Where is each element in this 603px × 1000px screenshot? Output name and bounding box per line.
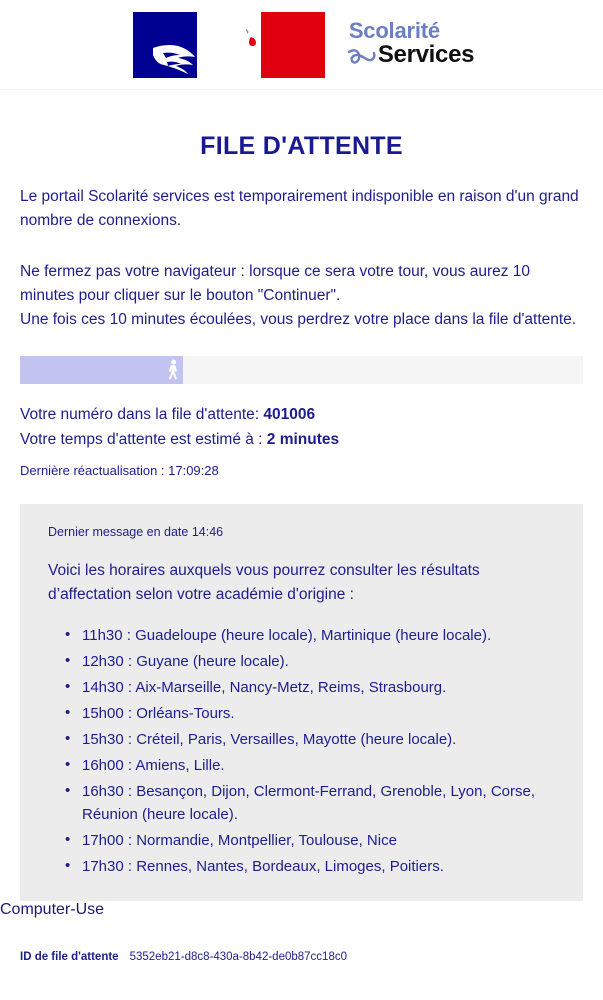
- main-content: [0, 132, 603, 901]
- walking-person-icon: [166, 359, 181, 381]
- brand-line-scolarite: Scolarité: [348, 18, 440, 43]
- brand-line-services: Services: [377, 41, 475, 68]
- notice-line-2: Une fois ces 10 minutes écoulées, vous perdrez votre place dans la file d'attente.: [20, 311, 577, 329]
- wait-time-label: Votre temps d'attente est estimé à :: [20, 431, 267, 449]
- list-item: • 14h30 : Aix-Marseille, Nancy-Metz, Reims, Strasbourg.: [82, 676, 565, 699]
- list-item: • 16h30 : Besançon, Dijon, Clermont-Ferrand, Grenoble, Lyon, Corse, Réunion (heure locale).: [82, 780, 565, 827]
- page-title: FILE D'ATTENTE: [200, 132, 403, 160]
- site-header: [0, 0, 603, 90]
- queue-progress-fill: [20, 356, 183, 384]
- marianne-french-republic-logo: [133, 12, 325, 78]
- message-date: Dernier message en date 14:46: [48, 525, 224, 540]
- intro-paragraph: Le portail Scolarité services est temporairement indisponible en raison d'un grand nombre de connexions.: [20, 188, 579, 230]
- message-heading: Voici les horaires auxquels vous pourrez consulter les résultats d’affectation selon votre académie d'origine :: [48, 562, 480, 603]
- wait-time-value: 2 minutes: [266, 431, 340, 449]
- list-item: • 11h30 : Guadeloupe (heure locale), Martinique (heure locale).: [82, 624, 565, 647]
- list-item: • 15h30 : Créteil, Paris, Versailles, Mayotte (heure locale).: [82, 728, 565, 751]
- queue-number-line: [20, 402, 583, 427]
- list-item: • 17h00 : Normandie, Montpellier, Toulouse, Nice: [82, 829, 565, 852]
- queue-id-value: 5352eb21-d8c8-430a-8b42-de0b87cc18c0: [129, 951, 347, 963]
- list-item: • 15h00 : Orléans-Tours.: [82, 702, 565, 725]
- queue-id-label: ID de file d'attente: [20, 951, 119, 963]
- notice-line-1: Ne fermez pas votre navigateur : lorsque ce sera votre tour, vous aurez 10 minutes pour cliquer sur le bouton "Continuer".: [20, 263, 531, 305]
- marianne-silhouette-icon: [133, 12, 325, 78]
- brand-wordmark: [347, 20, 474, 69]
- queue-id-footer: [20, 951, 347, 963]
- list-item: • 16h00 : Amiens, Lille.: [82, 754, 565, 777]
- queue-status: [20, 402, 583, 478]
- squiggle-icon: [347, 47, 377, 67]
- wait-time-line: [20, 427, 583, 452]
- queue-number-value: 401006: [263, 406, 316, 424]
- schedule-list: [38, 624, 565, 878]
- latest-message-panel: [20, 504, 583, 901]
- list-item: • 12h30 : Guyane (heure locale).: [82, 650, 565, 673]
- queue-progress-bar: [20, 356, 583, 384]
- list-item: • 17h30 : Rennes, Nantes, Bordeaux, Limoges, Poitiers.: [82, 855, 565, 878]
- last-refresh-text: Dernière réactualisation : 17:09:28: [20, 463, 219, 479]
- notice-paragraph: [20, 260, 583, 332]
- queue-number-label: Votre numéro dans la file d'attente:: [20, 406, 264, 424]
